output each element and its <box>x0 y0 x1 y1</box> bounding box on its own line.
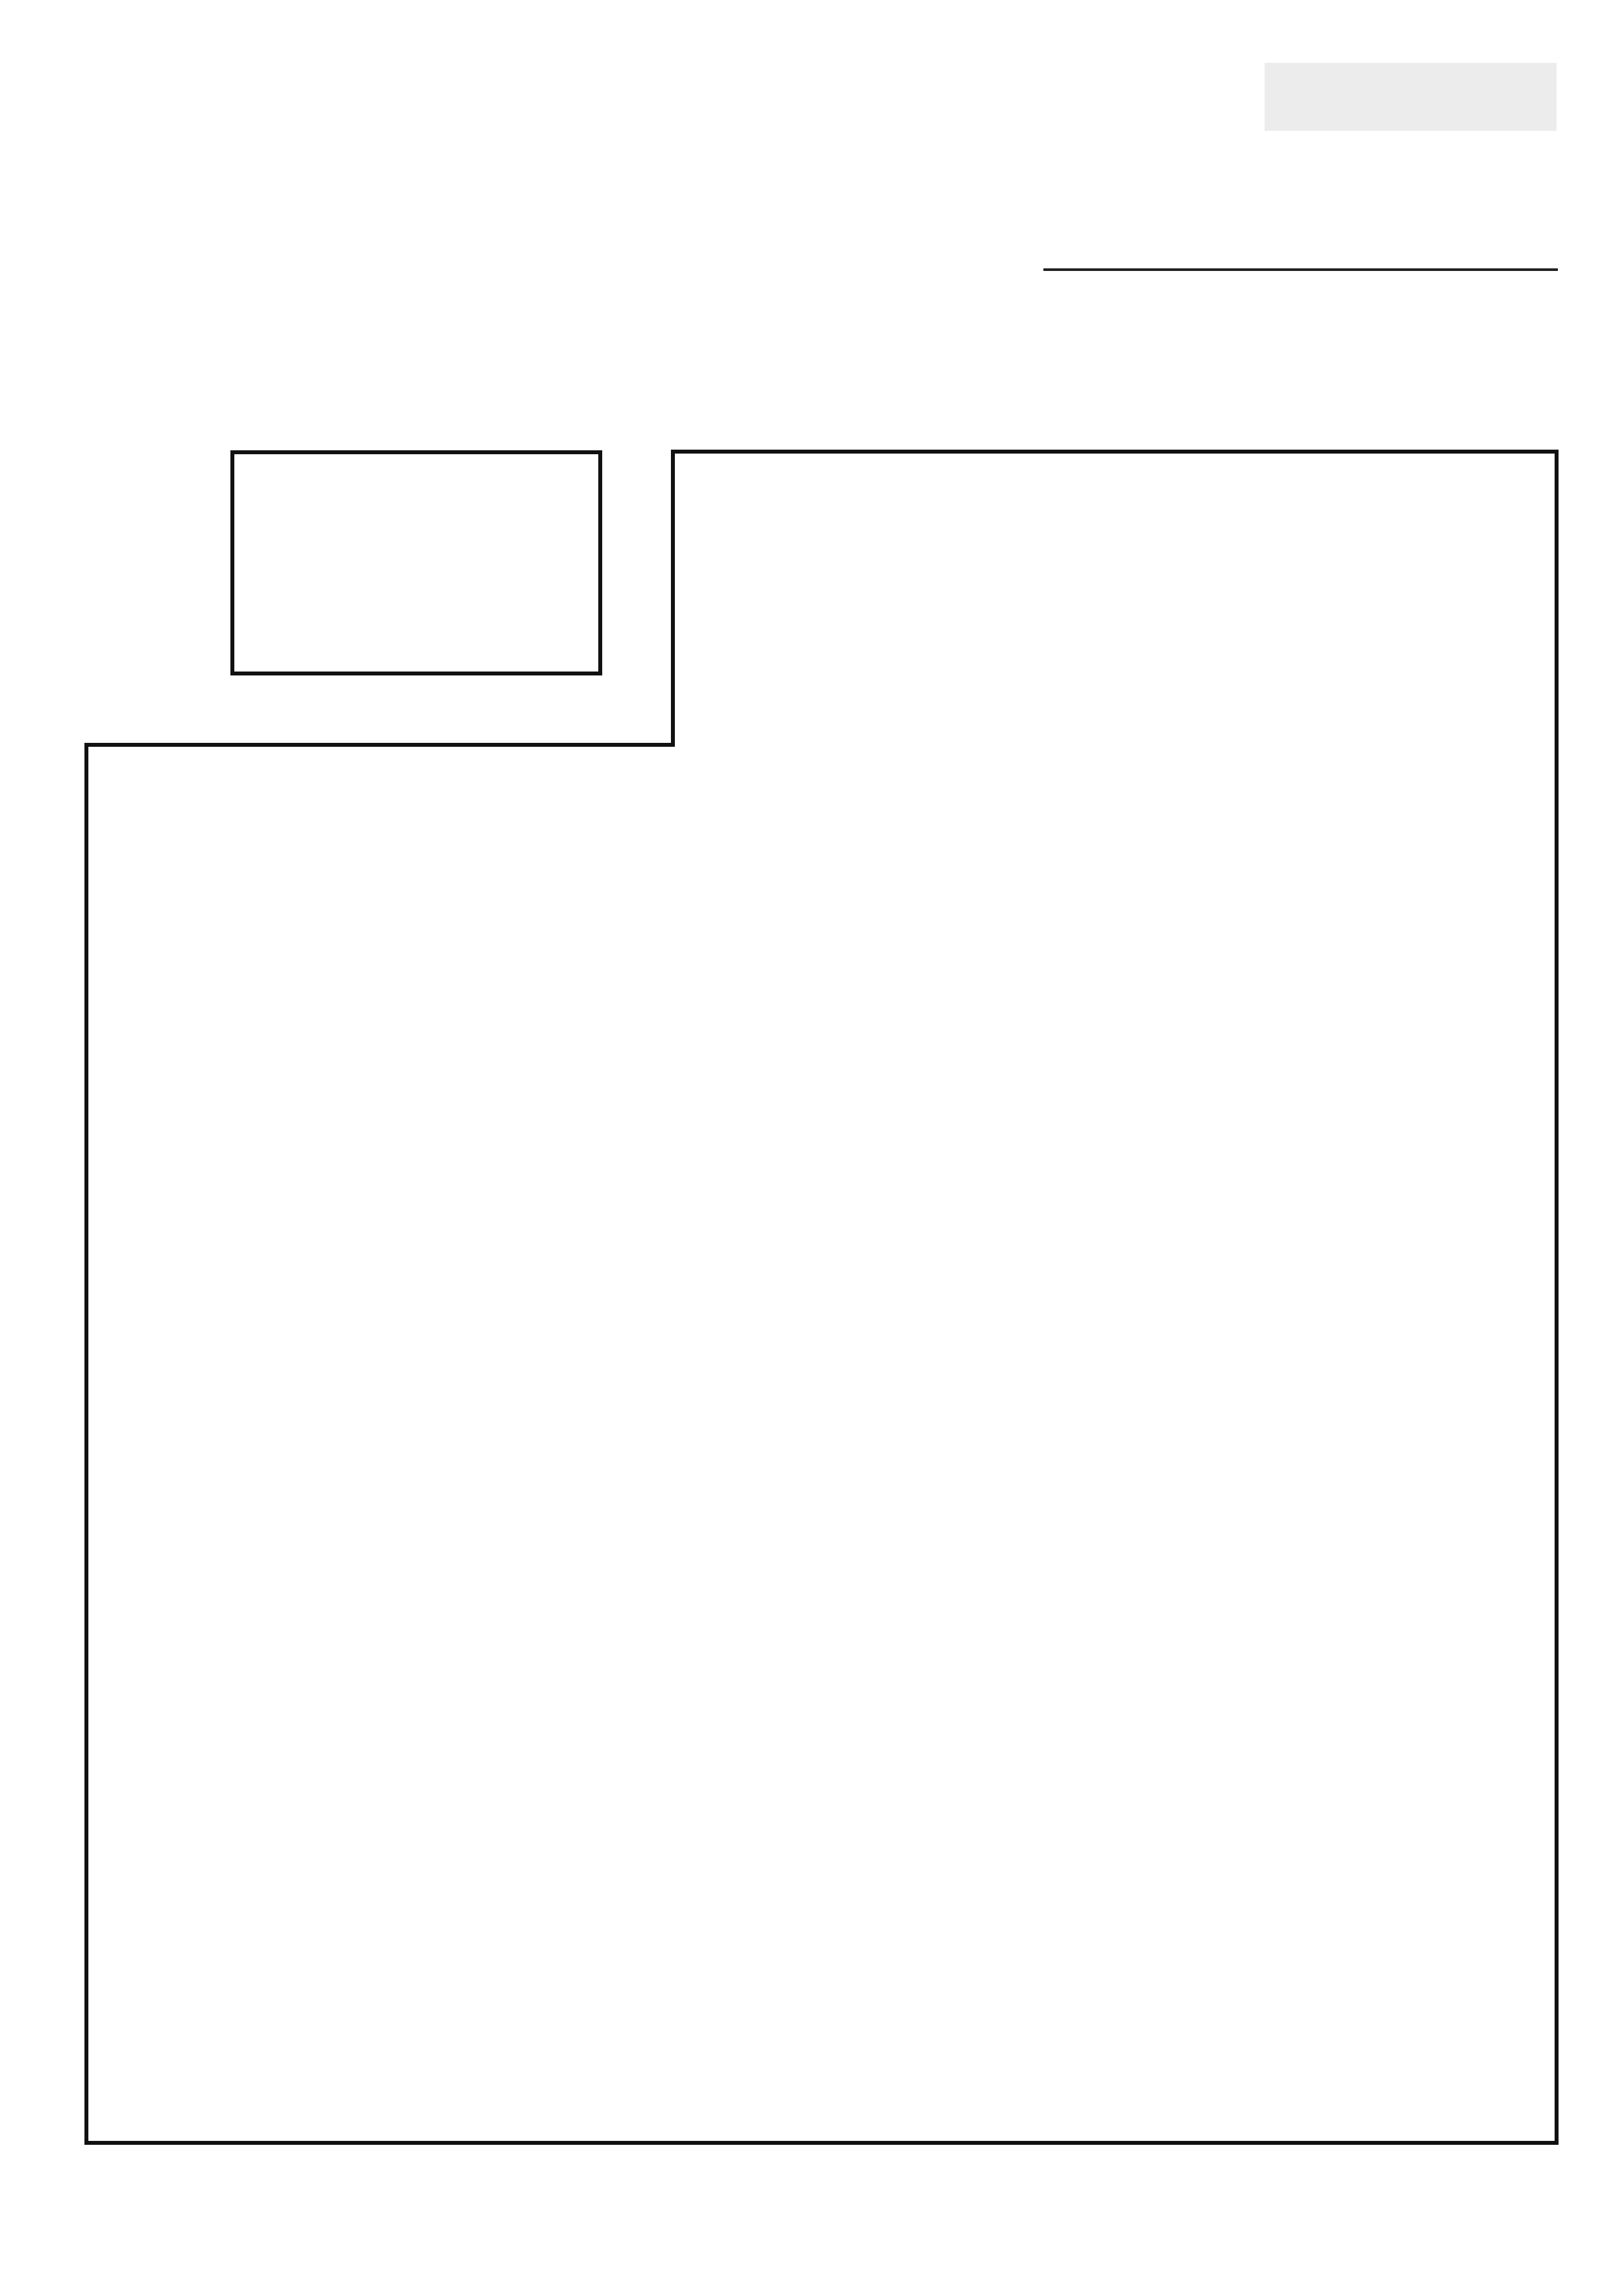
name-underline[interactable] <box>1043 268 1558 271</box>
example-grid <box>234 454 598 672</box>
brand-badge <box>1265 63 1557 131</box>
example-grid-box <box>230 450 602 675</box>
puzzle-border <box>86 452 1557 2143</box>
